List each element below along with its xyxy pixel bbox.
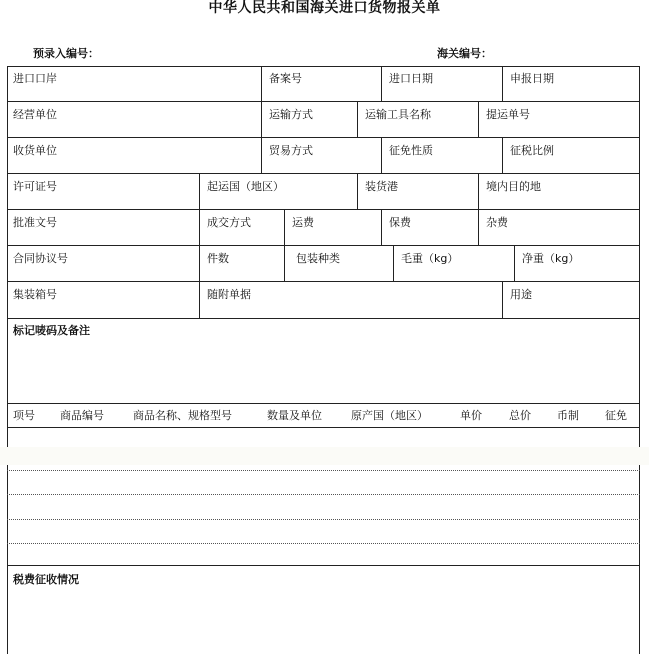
currency-header: 币制 [557,409,579,422]
item-line [7,519,640,520]
consignee-unit-label: 收货单位 [13,144,57,157]
unit-price-header: 单价 [460,409,482,422]
marks-remarks-label: 标记唛码及备注 [13,324,90,337]
license-no-label: 许可证号 [13,180,57,193]
destination-label: 境内目的地 [486,180,541,193]
cell-divider [514,245,515,281]
row-line [7,565,640,566]
cell-divider [478,209,479,245]
exemption-header: 征免 [605,409,627,422]
cell-divider [357,101,358,137]
customs-number-label: 海关编号： [437,47,492,60]
tax-collection-label: 税费征收情况 [13,573,79,586]
row-line [7,101,640,102]
import-date-label: 进口日期 [389,72,433,85]
cell-divider [393,245,394,281]
approval-no-label: 批准文号 [13,216,57,229]
item-line [7,494,640,495]
form-title: 中华人民共和国海关进口货物报关单 [208,0,441,16]
import-port-label: 进口口岸 [13,72,57,85]
row-line [7,245,640,246]
transaction-mode-label: 成交方式 [207,216,251,229]
quantity-unit-header: 数量及单位 [267,409,322,422]
frame-left [7,66,8,654]
scan-seam [0,447,649,465]
row-line [7,427,640,428]
cell-divider [199,209,200,245]
item-no-header: 项号 [13,409,35,422]
net-weight-label: 净重（kg） [522,252,580,265]
product-code-header: 商品编号 [60,409,104,422]
row-line [7,281,640,282]
cell-divider [502,66,503,101]
item-line [7,470,640,471]
cell-divider [199,173,200,209]
container-no-label: 集装箱号 [13,288,57,301]
cell-divider [478,101,479,137]
pre-entry-number-label: 预录入编号： [33,47,99,60]
attached-docs-label: 随附单据 [207,288,251,301]
row-line [7,403,640,404]
misc-fee-label: 杂费 [486,216,508,229]
bill-of-lading-label: 提运单号 [486,108,530,121]
gross-weight-label: 毛重（kg） [401,252,459,265]
row-line [7,209,640,210]
transport-mode-label: 运输方式 [269,108,313,121]
packages-label: 件数 [207,252,229,265]
cell-divider [381,209,382,245]
cell-divider [381,66,382,101]
transport-tool-label: 运输工具名称 [365,108,431,121]
loading-port-label: 装货港 [365,180,398,193]
cell-divider [199,245,200,281]
contract-no-label: 合同协议号 [13,252,68,265]
origin-country-label: 起运国（地区） [207,180,284,193]
frame-right [639,66,640,654]
cell-divider [502,281,503,318]
package-type-label: 包装种类 [296,252,340,265]
freight-label: 运费 [292,216,314,229]
exemption-nature-label: 征免性质 [389,144,433,157]
tax-ratio-label: 征税比例 [510,144,554,157]
row-line [7,66,640,67]
cell-divider [261,66,262,101]
product-name-header: 商品名称、规格型号 [133,409,232,422]
business-unit-label: 经营单位 [13,108,57,121]
cell-divider [284,245,285,281]
row-line [7,318,640,319]
cell-divider [357,173,358,209]
declare-date-label: 申报日期 [510,72,554,85]
cell-divider [381,137,382,173]
cell-divider [284,209,285,245]
total-price-header: 总价 [509,409,531,422]
trade-mode-label: 贸易方式 [269,144,313,157]
record-no-label: 备案号 [269,72,302,85]
cell-divider [502,137,503,173]
item-line [7,543,640,544]
cell-divider [478,173,479,209]
cell-divider [261,137,262,173]
usage-label: 用途 [510,288,532,301]
cell-divider [199,281,200,318]
origin-country-header: 原产国（地区） [351,409,428,422]
insurance-label: 保费 [389,216,411,229]
row-line [7,173,640,174]
cell-divider [261,101,262,137]
row-line [7,137,640,138]
